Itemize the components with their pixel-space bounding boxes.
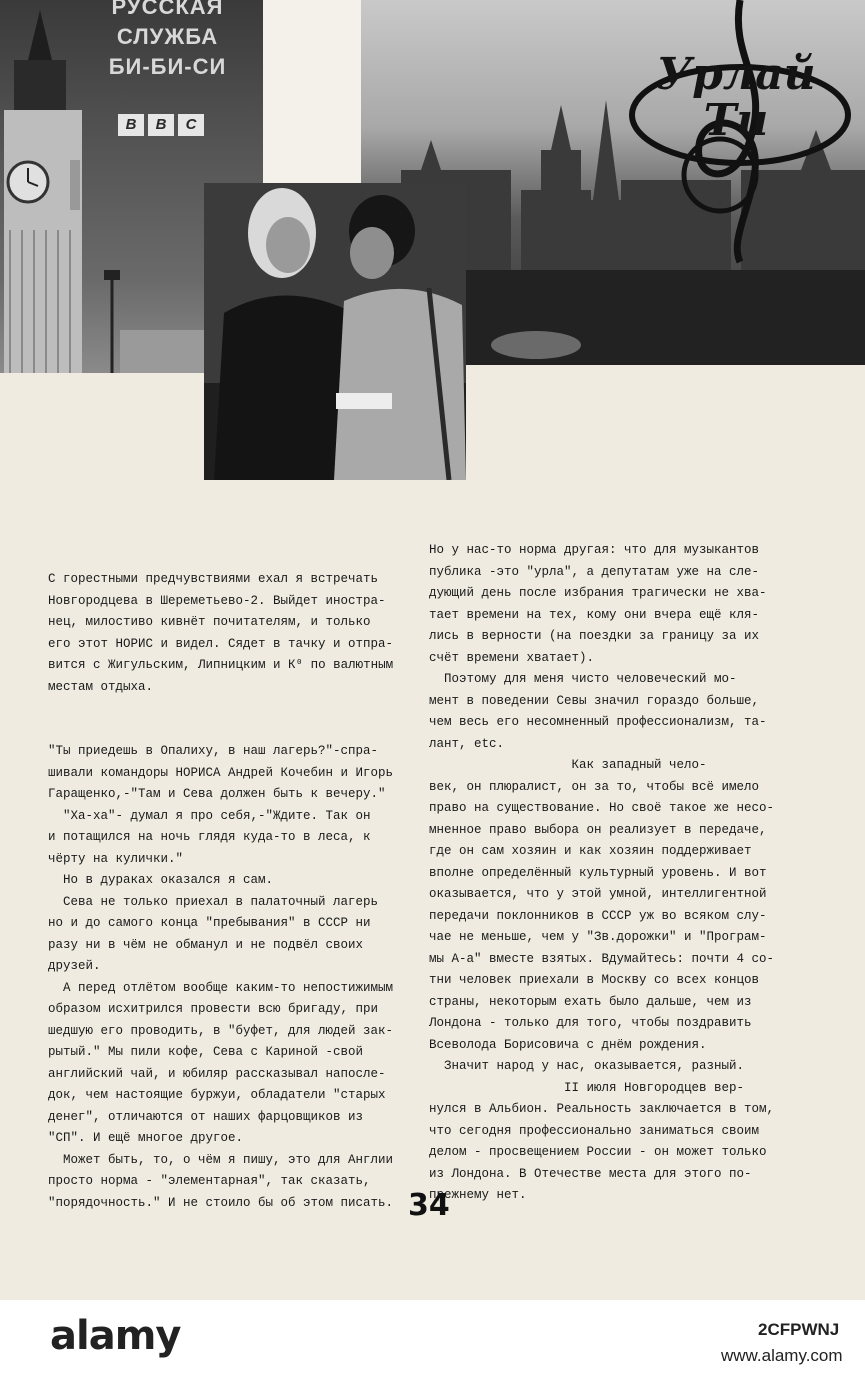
bbc-logo-letter: B (118, 114, 144, 136)
article-column-left: С горестными предчувствиями ехал я встречать Новгородцева в Шереметьево-2. Выйдет иностра- нец, милостиво кивнёт почитателям, и только его этот НОРИС и видел. Сядет в тачку и отпра- вится с Жигульским, Липницким и К⁰ по валютным местам отдыха. "Ты приедешь в Опалиху, в наш лагерь?"-спра- шивали командоры НОРИСА Андрей Кочебин и Игорь Гаращенко,-"Там и Сева должен быть к вечеру." "Ха-ха"- думал я про себя,-"Ждите. Так он и потащился на ночь глядя куда-то в леса, к чёрту на кулички." Но в дураках оказался я сам. Сева не только приехал в палаточный лагерь но и до самого конца "пребывания" в СССР ни разу ни в чём не обманул и не подвёл своих друзей. А перед отлётом вообще каким-то непостижимым образом исхитрился провести всю бригаду, при шедшую его проводить, в "буфет, для людей зак- рытый." Мы пили кофе, Сева с Кариной -свой английский чай, и юбиляр рассказывал напосле- док, чем настоящие буржуи, обладатели "старых денег", отличаются от наших фарцовщиков из "СП". И ещё многое другое. Может быть, то, о чём я пишу, это для Англии просто норма - "элементарная", так сказать, "порядочность." И не стоило бы об этом писать. (48, 572, 394, 1210)
bbc-logo-letter: B (148, 114, 174, 136)
alamy-logo: alamy (50, 1313, 181, 1359)
title-line: БИ-БИ-СИ (108, 54, 227, 79)
page-number: 34 (408, 1188, 450, 1223)
urlai-script-logo (620, 0, 865, 265)
title-line: СЛУЖБА (116, 24, 219, 49)
two-men-illustration (204, 183, 466, 480)
portrait-photo-two-men (204, 183, 466, 480)
site-url-label: www.alamy.com (721, 1346, 843, 1365)
bbc-logo-letter: C (178, 114, 204, 136)
bbc-russian-service-title (80, 0, 255, 82)
bbc-logo (118, 114, 204, 136)
urlai-logo-text: Урлай Ти (656, 49, 816, 146)
paper-gap (263, 0, 361, 200)
image-id-label: 2CFPWNJ (758, 1320, 840, 1339)
photo-collage (0, 0, 865, 480)
article-column-right: Но у нас-то норма другая: что для музыкантов публика -это "урла", а депутатам уже на сле- дующий день после избрания трагически не хва- тает времени на тех, кому они вчера ещё кля- лись в верности (на поездки за границу за их счёт времени хватает). Поэтому для меня чисто человеческий мо- мент в поведении Севы значил гораздо больше, чем весь его несомненный профессионализм, та- лант, etc. Как западный чело- век, он плюралист, он за то, чтобы всё имело право на существование. Но своё такое же несо- мненное право выбора он реализует в передаче, где он сам хозяин и как хозяин поддерживает вполне определённый культурный уровень. И вот оказывается, что у этой умной, интеллигентной передачи поклонников в СССР уж во всяком слу- чае не меньше, чем у "Зв.дорожки" и "Програм- мы А-а" вместе взятых. Вдумайтесь: почти 4 со- тни человек приехали в Москву со всех концов страны, некоторым ехать было дальше, чем из Лондона - только для того, чтобы поздравить Всеволода Борисовича с днём рождения. Значит народ у нас, оказывается, разный. II июля Новгородцев вер- нулся в Альбион. Реальность заключается в том, что сегодня профессионально заниматься своим делом - просвещением России - он может только из Лондона. В Отечестве места для этого по- прежнему нет. (429, 543, 775, 1202)
title-line: РУССКАЯ (111, 0, 224, 19)
